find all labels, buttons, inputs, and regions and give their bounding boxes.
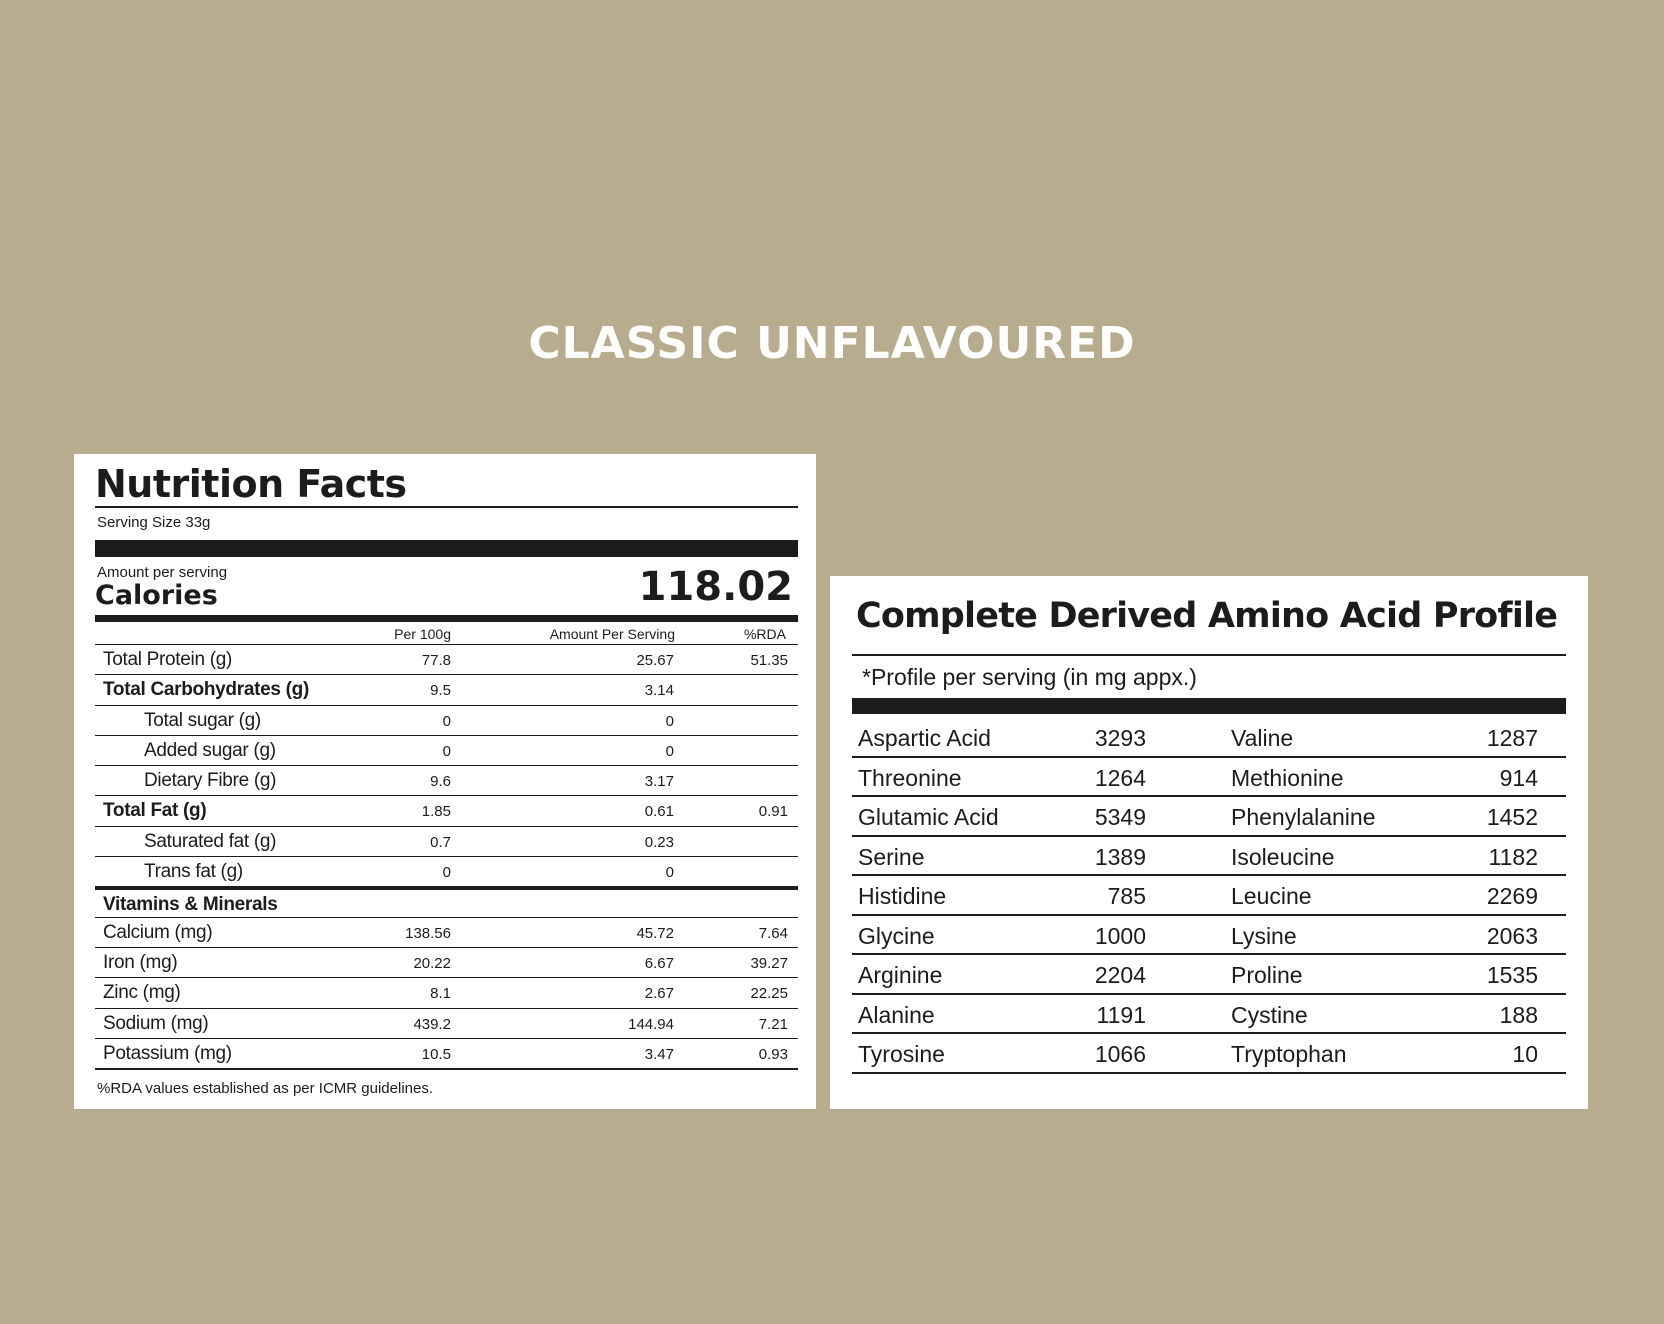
amino-acid-name: Serine (858, 843, 925, 870)
column-header-amount-per-serving: Amount Per Serving (549, 626, 675, 642)
amino-acid-row (852, 955, 1566, 995)
nutrition-rows (95, 644, 798, 1068)
per-serving-value: 0 (665, 864, 674, 882)
nutrient-label: Calcium (mg) (103, 921, 213, 943)
rda-value: 7.21 (758, 1015, 788, 1033)
per-100g-value: 8.1 (430, 985, 451, 1003)
per-100g-value: 1.85 (421, 803, 451, 821)
amino-acid-value: 5349 (1094, 804, 1146, 830)
per-serving-value: 0.23 (644, 833, 674, 851)
amino-acid-value: 3293 (1094, 725, 1146, 751)
amino-acid-name: Glutamic Acid (858, 804, 999, 830)
amino-acid-name: Tyrosine (858, 1041, 945, 1067)
nutrient-label: Total Fat (g) (103, 800, 207, 822)
amino-acid-name: Tryptophan (1231, 1041, 1347, 1067)
amino-acid-name: Isoleucine (1231, 843, 1335, 870)
amino-acid-name: Leucine (1231, 883, 1312, 909)
nutrient-label: Saturated fat (g) (144, 830, 277, 852)
amino-acid-name: Valine (1231, 725, 1294, 751)
divider (95, 1068, 798, 1070)
amino-acid-name: Phenylalanine (1231, 804, 1376, 830)
per-100g-value: 10.5 (421, 1045, 451, 1063)
amino-acid-name: Histidine (858, 883, 947, 909)
nutrition-row (95, 674, 798, 704)
amino-acid-value: 188 (1499, 1001, 1538, 1028)
nutrition-row (95, 856, 798, 886)
rda-footnote: %RDA values established as per ICMR guidelines. (97, 1080, 433, 1097)
nutrition-row (95, 795, 798, 825)
nutrition-facts-title: Nutrition Facts (95, 462, 407, 506)
amino-acid-value: 914 (1499, 764, 1538, 791)
nutrient-label: Added sugar (g) (144, 739, 276, 761)
nutrition-row (95, 977, 798, 1007)
rda-value: 22.25 (750, 985, 788, 1003)
amino-acid-table (852, 718, 1566, 1074)
nutrient-label: Vitamins & Minerals (103, 894, 278, 916)
nutrition-row (95, 644, 798, 674)
per-100g-value: 0 (442, 742, 451, 760)
divider-thick (95, 615, 798, 622)
nutrition-row (95, 947, 798, 977)
amino-acid-name: Methionine (1231, 764, 1344, 791)
per-100g-value: 439.2 (413, 1015, 451, 1033)
amino-acid-value: 1389 (1094, 843, 1146, 870)
per-serving-value: 6.67 (644, 954, 674, 972)
amino-acid-name: Proline (1231, 962, 1303, 988)
amino-acid-value: 785 (1107, 883, 1146, 909)
divider (852, 654, 1566, 656)
nutrient-label: Zinc (mg) (103, 982, 181, 1004)
nutrient-label: Total Protein (g) (103, 649, 233, 670)
amino-acid-name: Threonine (858, 764, 962, 791)
nutrition-table (95, 622, 798, 1068)
per-100g-value: 138.56 (405, 924, 451, 942)
amino-acid-name: Glycine (858, 922, 935, 949)
nutrient-label: Total Carbohydrates (g) (103, 679, 309, 701)
calories-value: 118.02 (638, 564, 793, 610)
amino-acid-value: 2063 (1486, 922, 1538, 949)
per-100g-value: 77.8 (421, 652, 451, 669)
amino-acid-name: Arginine (858, 962, 943, 988)
nutrition-row (95, 1008, 798, 1038)
rda-value: 7.64 (758, 924, 788, 942)
amount-per-serving-label: Amount per serving (97, 564, 228, 581)
calories-label: Calories (95, 580, 218, 611)
column-header-per-100g: Per 100g (394, 626, 451, 642)
nutrition-row (95, 826, 798, 856)
per-serving-value: 3.47 (644, 1045, 674, 1063)
per-serving-value: 3.14 (644, 682, 674, 700)
per-serving-value: 3.17 (644, 773, 674, 791)
per-serving-value: 25.67 (636, 652, 674, 669)
amino-acid-value: 1287 (1486, 725, 1538, 751)
nutrition-row (95, 886, 798, 916)
per-100g-value: 0.7 (430, 833, 451, 851)
nutrient-label: Dietary Fibre (g) (144, 770, 277, 792)
divider (95, 506, 798, 508)
amino-acid-value: 1191 (1096, 1001, 1146, 1028)
nutrition-row (95, 917, 798, 947)
per-100g-value: 9.5 (430, 682, 451, 700)
amino-acid-row (852, 718, 1566, 758)
amino-acid-row (852, 758, 1566, 798)
per-serving-value: 0 (665, 742, 674, 760)
rda-value: 51.35 (750, 652, 788, 669)
rda-value: 0.91 (758, 803, 788, 821)
amino-acid-value: 10 (1512, 1041, 1538, 1067)
amino-acid-value: 1535 (1486, 962, 1538, 988)
serving-size: Serving Size 33g (97, 514, 211, 531)
amino-acid-row (852, 876, 1566, 916)
per-serving-value: 0.61 (644, 803, 674, 821)
per-100g-value: 9.6 (430, 773, 451, 791)
nutrient-label: Trans fat (g) (144, 861, 243, 883)
amino-acid-name: Lysine (1231, 922, 1297, 949)
nutrient-label: Iron (mg) (103, 951, 178, 973)
per-100g-value: 0 (442, 712, 451, 730)
amino-acid-value: 1452 (1486, 804, 1538, 830)
amino-acid-value: 1066 (1094, 1041, 1146, 1067)
column-header-rda: %RDA (743, 626, 786, 642)
page-title: CLASSIC UNFLAVOURED (528, 318, 1136, 369)
amino-acid-row (852, 837, 1566, 877)
amino-acid-row (852, 916, 1566, 956)
amino-acid-name: Cystine (1231, 1001, 1308, 1028)
per-100g-value: 0 (442, 864, 451, 882)
rda-value: 39.27 (750, 954, 788, 972)
divider-thick (852, 698, 1566, 714)
nutrient-label: Total sugar (g) (144, 709, 261, 731)
amino-acid-subtitle: *Profile per serving (in mg appx.) (862, 664, 1197, 690)
nutrition-row (95, 735, 798, 765)
nutrition-row (95, 765, 798, 795)
amino-acid-name: Alanine (858, 1001, 935, 1028)
amino-acid-row (852, 797, 1566, 837)
amino-acid-name: Aspartic Acid (858, 725, 991, 751)
amino-acid-title: Complete Derived Amino Acid Profile (856, 596, 1558, 636)
nutrition-row (95, 1038, 798, 1068)
amino-acid-value: 1000 (1094, 922, 1146, 949)
divider-thick (95, 540, 798, 557)
nutrition-facts-panel (74, 454, 816, 1109)
nutrient-label: Potassium (mg) (103, 1042, 232, 1064)
per-serving-value: 45.72 (636, 924, 674, 942)
amino-acid-value: 2269 (1486, 883, 1538, 909)
per-serving-value: 0 (665, 712, 674, 730)
per-serving-value: 144.94 (628, 1015, 674, 1033)
amino-acid-value: 1182 (1488, 843, 1538, 870)
per-serving-value: 2.67 (644, 985, 674, 1003)
amino-acid-row (852, 995, 1566, 1035)
per-100g-value: 20.22 (413, 954, 451, 972)
nutrient-label: Sodium (mg) (103, 1012, 209, 1034)
nutrition-row (95, 705, 798, 735)
rda-value: 0.93 (758, 1045, 788, 1063)
amino-acid-panel (830, 576, 1588, 1109)
amino-acid-row (852, 1034, 1566, 1074)
nutrition-table-header (95, 622, 798, 644)
amino-acid-value: 1264 (1094, 764, 1146, 791)
amino-acid-value: 2204 (1094, 962, 1146, 988)
